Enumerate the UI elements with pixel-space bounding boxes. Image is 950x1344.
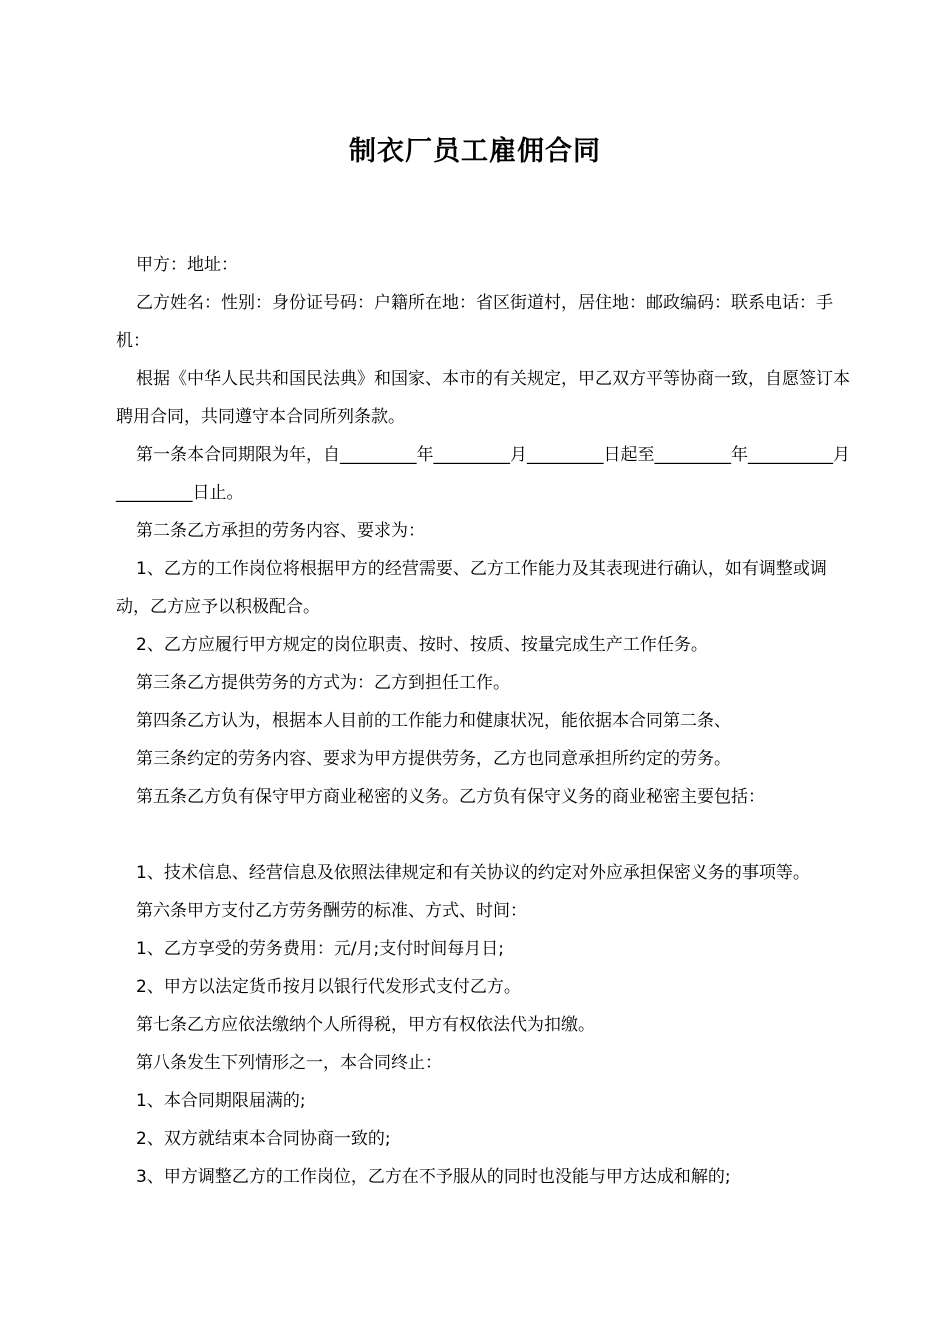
paragraph-article-2-item-2: 2、乙方应履行甲方规定的岗位职责、按时、按质、按量完成生产工作任务。 bbox=[136, 635, 708, 655]
paragraph-article-6: 第六条甲方支付乙方劳务酬劳的标准、方式、时间： bbox=[136, 901, 527, 921]
paragraph-preamble: 根据《中华人民共和国民法典》和国家、本市的有关规定，甲乙双方平等协商一致，自愿签订本聘用合同，共同遵守本合同所列条款。 bbox=[116, 369, 850, 427]
paragraph-article-5: 第五条乙方负有保守甲方商业秘密的义务。乙方负有保守义务的商业秘密主要包括： bbox=[136, 787, 765, 807]
paragraph-article-8-item-3: 3、甲方调整乙方的工作岗位，乙方在不予服从的同时也没能与甲方达成和解的; bbox=[136, 1167, 731, 1187]
paragraph-article-6-item-1: 1、乙方享受的劳务费用：元/月;支付时间每月日; bbox=[136, 939, 504, 959]
paragraph-article-7: 第七条乙方应依法缴纳个人所得税，甲方有权依法代为扣缴。 bbox=[136, 1015, 595, 1035]
document-body bbox=[116, 246, 852, 1196]
paragraph-article-6-item-2: 2、甲方以法定货币按月以银行代发形式支付乙方。 bbox=[136, 977, 521, 997]
paragraph-article-8: 第八条发生下列情形之一，本合同终止： bbox=[136, 1053, 442, 1073]
paragraph-article-4: 第四条乙方认为，根据本人目前的工作能力和健康状况，能依据本合同第二条、 bbox=[136, 711, 731, 731]
paragraph-article-8-item-1: 1、本合同期限届满的; bbox=[136, 1091, 306, 1111]
paragraph-article-1: 第一条本合同期限为年，自_________年_________月_________日起至_________年__________月_________日止。 bbox=[116, 445, 850, 503]
paragraph-article-5-item-1: 1、技术信息、经营信息及依照法律规定和有关协议的约定对外应承担保密义务的事项等。 bbox=[136, 863, 810, 883]
paragraph-article-3: 第三条乙方提供劳务的方式为：乙方到担任工作。 bbox=[136, 673, 510, 693]
paragraph-party-b: 乙方姓名：性别：身份证号码：户籍所在地：省区街道村，居住地：邮政编码：联系电话：手机： bbox=[116, 293, 833, 351]
paragraph-article-2-item-1: 1、乙方的工作岗位将根据甲方的经营需要、乙方工作能力及其表现进行确认，如有调整或调动，乙方应予以积极配合。 bbox=[116, 559, 827, 617]
paragraph-article-8-item-2: 2、双方就结束本合同协商一致的; bbox=[136, 1129, 391, 1149]
paragraph-article-4-cont: 第三条约定的劳务内容、要求为甲方提供劳务，乙方也同意承担所约定的劳务。 bbox=[136, 749, 731, 769]
document-title: 制衣厂员工雇佣合同 bbox=[349, 136, 601, 167]
paragraph-party-a: 甲方：地址： bbox=[136, 255, 238, 275]
paragraph-spacer bbox=[116, 816, 852, 854]
paragraph-article-2: 第二条乙方承担的劳务内容、要求为： bbox=[136, 521, 425, 541]
